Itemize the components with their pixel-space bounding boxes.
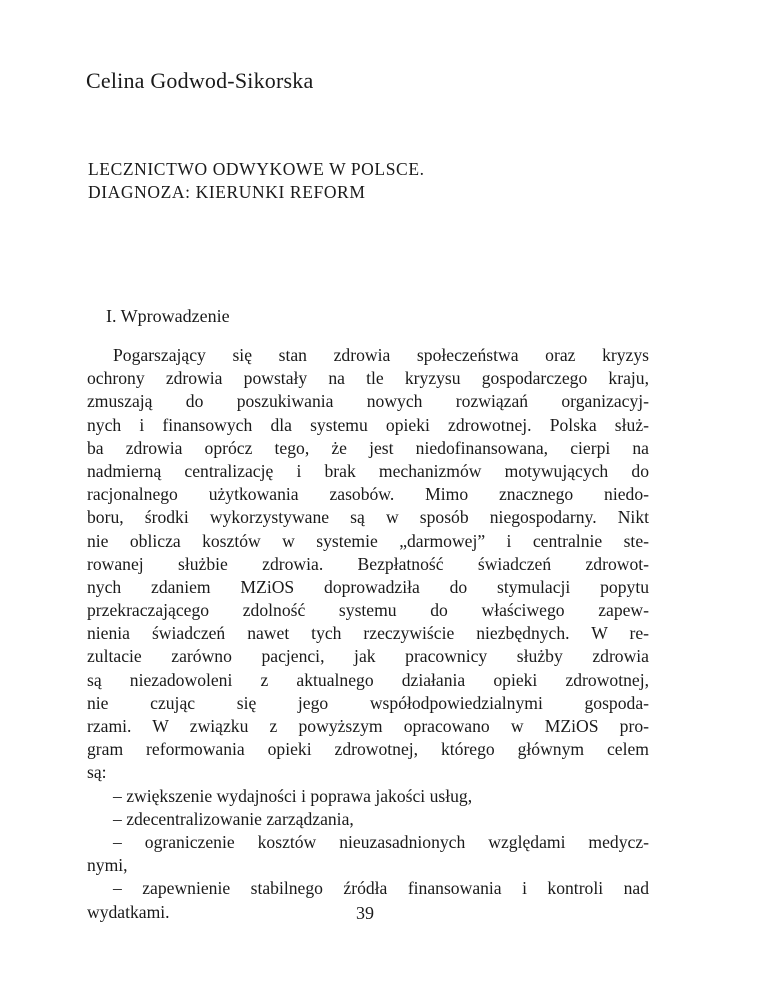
body-line: nadmierną centralizację i brak mechanizmów motywujących do [87,460,649,481]
body-line: są: [87,762,107,783]
body-line: rzami. W związku z powyższym opracowano w MZiOS pro- [87,716,649,736]
body-line: zultacie zarówno pacjenci, jak pracownicy służby zdrowia [87,646,649,667]
body-line: nie oblicza kosztów w systemie „darmowej” i centralnie ste- [87,530,649,551]
body-line: ba zdrowia oprócz tego, że jest niedofinansowana, cierpi na [87,437,649,458]
body-line: ochrony zdrowia powstały na tle kryzysu gospodarczego kraju, [87,368,649,389]
body-line: racjonalnego użytkowania zasobów. Mimo znacznego niedo- [87,484,649,505]
article-title [88,158,425,204]
body-line: są niezadowoleni z aktualnego działania opieki zdrowotnej, [87,669,649,690]
list-item: – ograniczenie kosztów nieuzasadnionych względami medycz- [113,831,649,852]
author-name: Celina Godwod-Sikorska [86,68,314,93]
body-line: gram reformowania opieki zdrowotnej, którego głównym celem [87,739,649,760]
page-number: 39 [356,903,374,923]
list-item: – zdecentralizowanie zarządzania, [113,808,354,829]
article-title-line-2: DIAGNOZA: KIERUNKI REFORM [88,182,366,202]
section-heading: I. Wprowadzenie [106,306,230,326]
list-item: – zapewnienie stabilnego źródła finansowania i kontroli nad [113,878,649,899]
body-line: nych zdaniem MZiOS doprowadziła do stymulacji popytu [87,576,649,597]
body-line: boru, środki wykorzystywane są w sposób niegospodarny. Nikt [87,507,649,528]
body-line: nych i finansowych dla systemu opieki zdrowotnej. Polska służ- [87,414,649,435]
body-line: nie czując się jego współodpowiedzialnymi gospoda- [87,692,649,713]
article-title-line-1: LECZNICTWO ODWYKOWE W POLSCE. [88,159,425,179]
body-line: rowanej służbie zdrowia. Bezpłatność świadczeń zdrowot- [87,553,649,574]
body-line: Pogarszający się stan zdrowia społeczeństwa oraz kryzys [113,345,649,365]
body-line: przekraczającego zdolność systemu do właściwego zapew- [87,600,649,621]
list-item-continuation: wydatkami. [87,901,170,922]
list-item: – zwiększenie wydajności i poprawa jakości usług, [113,785,473,806]
body-text [87,344,649,924]
list-item-continuation: nymi, [87,855,128,876]
body-line: nienia świadczeń nawet tych rzeczywiście niezbędnych. W re- [87,623,649,644]
body-line: zmuszają do poszukiwania nowych rozwiązań organizacyj- [87,391,649,412]
